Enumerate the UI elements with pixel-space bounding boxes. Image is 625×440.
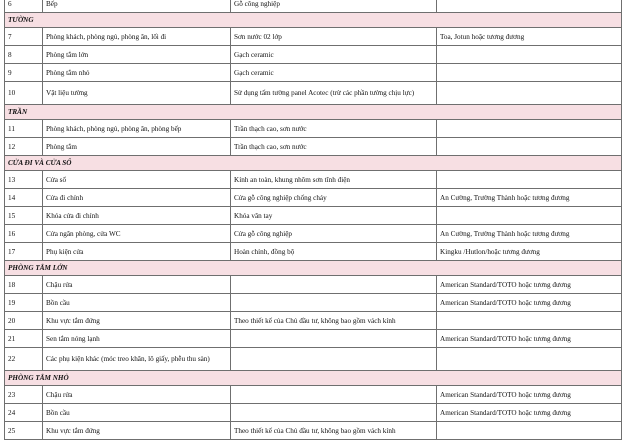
specification-cell: Sơn nước 02 lớp (231, 28, 437, 46)
item-name-cell: Cửa sổ (43, 171, 231, 189)
brand-cell (437, 171, 622, 189)
item-name-cell: Sen tắm nóng lạnh (43, 330, 231, 348)
table-row (5, 348, 622, 371)
item-name-cell: Khu vực tắm đứng (43, 312, 231, 330)
table-row (5, 294, 622, 312)
materials-spec-table (4, 0, 622, 440)
table-row (5, 120, 622, 138)
item-name-cell: Cửa đi chính (43, 189, 231, 207)
brand-cell: American Standard/TOTO hoặc tương đương (437, 386, 622, 404)
item-number-cell: 24 (5, 404, 43, 422)
item-name-cell: Cửa ngăn phòng, cửa WC (43, 225, 231, 243)
brand-cell: An Cường, Trường Thành hoặc tương đương (437, 225, 622, 243)
table-row (5, 0, 622, 13)
item-name-cell: Khóa cửa đi chính (43, 207, 231, 225)
item-name-cell: Phòng tắm nhỏ (43, 64, 231, 82)
item-name-cell: Phòng tắm (43, 138, 231, 156)
specification-cell: Hoàn chỉnh, đồng bộ (231, 243, 437, 261)
item-name-cell: Bếp (43, 0, 231, 13)
item-number-cell: 8 (5, 46, 43, 64)
specification-cell (231, 348, 437, 371)
item-name-cell: Bồn cầu (43, 404, 231, 422)
table-row (5, 404, 622, 422)
item-number-cell: 22 (5, 348, 43, 371)
item-number-cell: 12 (5, 138, 43, 156)
item-number-cell: 15 (5, 207, 43, 225)
item-name-cell: Chậu rửa (43, 276, 231, 294)
brand-cell (437, 422, 622, 440)
brand-cell: American Standard/TOTO hoặc tương đương (437, 330, 622, 348)
item-name-cell: Phòng tắm lớn (43, 46, 231, 64)
brand-cell (437, 46, 622, 64)
table-row (5, 207, 622, 225)
section-header-row (5, 105, 622, 120)
item-name-cell: Phụ kiện cửa (43, 243, 231, 261)
brand-cell (437, 82, 622, 105)
brand-cell (437, 207, 622, 225)
item-name-cell: Phòng khách, phòng ngủ, phòng ăn, phòng bếp (43, 120, 231, 138)
specification-cell (231, 294, 437, 312)
table-row (5, 64, 622, 82)
item-number-cell: 20 (5, 312, 43, 330)
table-row (5, 46, 622, 64)
table-row (5, 243, 622, 261)
table-row (5, 422, 622, 440)
table-body (5, 0, 622, 440)
item-number-cell: 11 (5, 120, 43, 138)
section-title: TƯỜNG (5, 13, 622, 28)
table-row (5, 171, 622, 189)
item-name-cell: Các phụ kiện khác (móc treo khăn, lô giấy, phễu thu sàn) (43, 348, 231, 371)
brand-cell (437, 120, 622, 138)
specification-cell (231, 404, 437, 422)
brand-cell (437, 138, 622, 156)
brand-cell (437, 64, 622, 82)
item-name-cell: Phòng khách, phòng ngủ, phòng ăn, lối đi (43, 28, 231, 46)
spec-document (4, 0, 621, 440)
section-header-row (5, 261, 622, 276)
item-number-cell: 7 (5, 28, 43, 46)
item-name-cell: Khu vực tắm đứng (43, 422, 231, 440)
specification-cell: Sử dụng tấm tường panel Acotec (trừ các phần tường chịu lực) (231, 82, 437, 105)
table-row (5, 28, 622, 46)
specification-cell (231, 330, 437, 348)
item-number-cell: 13 (5, 171, 43, 189)
section-title: CỬA ĐI VÀ CỬA SỔ (5, 156, 622, 171)
specification-cell: Khóa vân tay (231, 207, 437, 225)
specification-cell: Gạch ceramic (231, 64, 437, 82)
section-header-row (5, 13, 622, 28)
item-number-cell: 23 (5, 386, 43, 404)
item-number-cell: 10 (5, 82, 43, 105)
specification-cell: Kính an toàn, khung nhôm sơn tĩnh điện (231, 171, 437, 189)
item-number-cell: 25 (5, 422, 43, 440)
specification-cell (231, 276, 437, 294)
item-name-cell: Vật liệu tường (43, 82, 231, 105)
brand-cell (437, 0, 622, 13)
item-number-cell: 9 (5, 64, 43, 82)
table-row (5, 82, 622, 105)
item-number-cell: 17 (5, 243, 43, 261)
table-row (5, 138, 622, 156)
table-row (5, 330, 622, 348)
specification-cell: Cửa gỗ công nghiệp (231, 225, 437, 243)
table-row (5, 189, 622, 207)
table-row (5, 386, 622, 404)
item-number-cell: 18 (5, 276, 43, 294)
brand-cell: An Cường, Trường Thành hoặc tương đương (437, 189, 622, 207)
item-name-cell: Bồn cầu (43, 294, 231, 312)
section-title: PHÒNG TẮM NHỎ (5, 371, 622, 386)
specification-cell: Trần thạch cao, sơn nước (231, 138, 437, 156)
table-row (5, 312, 622, 330)
item-number-cell: 6 (5, 0, 43, 13)
specification-cell: Trần thạch cao, sơn nước (231, 120, 437, 138)
item-number-cell: 16 (5, 225, 43, 243)
brand-cell: American Standard/TOTO hoặc tương đương (437, 276, 622, 294)
specification-cell: Theo thiết kế của Chủ đầu tư, không bao gồm vách kính (231, 312, 437, 330)
item-number-cell: 19 (5, 294, 43, 312)
specification-cell: Gỗ công nghiệp (231, 0, 437, 13)
brand-cell: Toa, Jotun hoặc tương đương (437, 28, 622, 46)
specification-cell: Gạch ceramic (231, 46, 437, 64)
item-name-cell: Chậu rửa (43, 386, 231, 404)
brand-cell (437, 348, 622, 371)
brand-cell: American Standard/TOTO hoặc tương đương (437, 404, 622, 422)
specification-cell: Theo thiết kế của Chủ đầu tư, không bao gồm vách kính (231, 422, 437, 440)
brand-cell: Kingku /Hutlon/hoặc tương đương (437, 243, 622, 261)
item-number-cell: 21 (5, 330, 43, 348)
table-row (5, 276, 622, 294)
section-title: TRẦN (5, 105, 622, 120)
table-row (5, 225, 622, 243)
section-header-row (5, 156, 622, 171)
brand-cell: American Standard/TOTO hoặc tương đương (437, 294, 622, 312)
section-header-row (5, 371, 622, 386)
specification-cell: Cửa gỗ công nghiệp chống cháy (231, 189, 437, 207)
item-number-cell: 14 (5, 189, 43, 207)
specification-cell (231, 386, 437, 404)
section-title: PHÒNG TẮM LỚN (5, 261, 622, 276)
brand-cell (437, 312, 622, 330)
